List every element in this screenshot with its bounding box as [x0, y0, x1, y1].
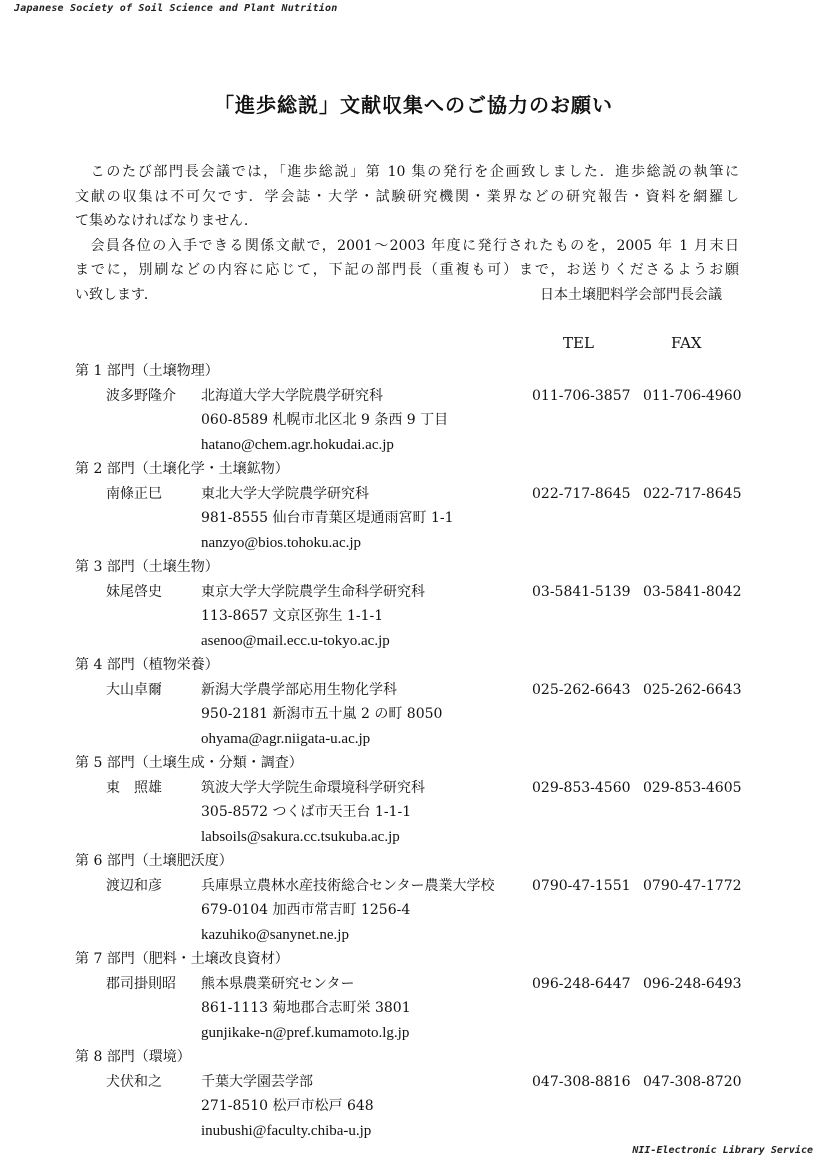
head-name: 犬伏和之	[106, 1073, 162, 1090]
tel-number: 025-262-6643	[532, 681, 631, 698]
department-main-row	[75, 972, 755, 997]
affiliation: 東京大学大学院農学生命科学研究科	[201, 583, 425, 600]
fax-number: 0790-47-1772	[643, 877, 742, 894]
column-headers	[75, 333, 755, 359]
department-entry	[75, 849, 755, 947]
department-main-row	[75, 874, 755, 899]
department-main-row	[75, 1070, 755, 1095]
head-name: 渡辺和彦	[106, 877, 162, 894]
email-row	[75, 727, 755, 752]
department-entry	[75, 555, 755, 653]
postal-address: 861-1113 菊地郡合志町栄 3801	[201, 1000, 411, 1016]
email-address[interactable]: hatano@chem.agr.hokudai.ac.jp	[201, 436, 394, 453]
postal-address: 950-2181 新潟市五十嵐 2 の町 8050	[201, 706, 443, 722]
department-title: 第 3 部門（土壌生物）	[75, 559, 219, 575]
affiliation: 新潟大学農学部応用生物化学科	[201, 681, 397, 698]
postal-address: 113-8657 文京区弥生 1-1-1	[201, 608, 384, 624]
tel-number: 029-853-4560	[532, 779, 631, 796]
postal-address: 271-8510 松戸市松戸 648	[201, 1098, 374, 1114]
tel-number: 0790-47-1551	[532, 877, 631, 894]
head-name: 東 照雄	[106, 779, 162, 796]
intro-line: 会員各位の入手できる関係文献で，2001～2003 年度に発行されたものを，2005 年 1 月末日	[75, 237, 739, 254]
postal-address: 060-8589 札幌市北区北 9 条西 9 丁目	[201, 412, 449, 428]
intro-line: い致します．	[75, 286, 158, 303]
affiliation: 筑波大学大学院生命環境科学研究科	[201, 779, 425, 796]
department-entry	[75, 457, 755, 555]
address-row	[75, 898, 755, 923]
department-list	[75, 333, 755, 1143]
footer-service: NII-Electronic Library Service	[632, 1145, 813, 1156]
affiliation: 北海道大学大学院農学研究科	[201, 387, 383, 404]
intro-line: て集めなければなりません．	[75, 213, 258, 229]
email-address[interactable]: nanzyo@bios.tohoku.ac.jp	[201, 534, 362, 551]
department-main-row	[75, 776, 755, 801]
fax-number: 022-717-8645	[643, 485, 742, 502]
intro-line: までに，別刷などの内容に応じて，下記の部門長（重複も可）まで，お送りくださるようお願	[75, 262, 739, 278]
affiliation: 熊本県農業研究センター	[201, 975, 355, 992]
head-name: 波多野隆介	[106, 387, 176, 404]
email-row	[75, 1021, 755, 1046]
email-address[interactable]: labsoils@sakura.cc.tsukuba.ac.jp	[201, 828, 400, 845]
intro-line: 文献の収集は不可欠です．学会誌・大学・試験研究機関・業界などの研究報告・資料を網羅し	[75, 188, 739, 205]
address-row	[75, 1094, 755, 1119]
head-name: 妹尾啓史	[106, 583, 162, 600]
email-address[interactable]: ohyama@agr.niigata-u.ac.jp	[201, 730, 371, 747]
fax-number: 03-5841-8042	[643, 583, 742, 600]
fax-number: 047-308-8720	[643, 1073, 742, 1090]
department-title: 第 4 部門（植物栄養）	[75, 657, 219, 673]
head-name: 南條正巳	[106, 485, 162, 502]
fax-number: 029-853-4605	[643, 779, 742, 796]
department-main-row	[75, 580, 755, 605]
email-address[interactable]: kazuhiko@sanynet.ne.jp	[201, 926, 349, 943]
address-row	[75, 996, 755, 1021]
affiliation: 兵庫県立農林水産技術総合センター農業大学校	[201, 877, 495, 894]
department-entry	[75, 751, 755, 849]
tel-column-header: TEL	[563, 334, 594, 352]
department-main-row	[75, 482, 755, 507]
address-row	[75, 604, 755, 629]
fax-number: 011-706-4960	[643, 387, 742, 404]
department-entry	[75, 653, 755, 751]
tel-number: 011-706-3857	[532, 387, 631, 404]
address-row	[75, 506, 755, 531]
fax-number: 096-248-6493	[643, 975, 742, 992]
department-title: 第 8 部門（環境）	[75, 1049, 191, 1065]
tel-number: 096-248-6447	[532, 975, 631, 992]
email-row	[75, 629, 755, 654]
department-title: 第 5 部門（土壌生成・分類・調査）	[75, 755, 303, 771]
email-row	[75, 1119, 755, 1144]
email-address[interactable]: gunjikake-n@pref.kumamoto.lg.jp	[201, 1024, 410, 1041]
intro-line: このたび部門長会議では，「進歩総説」第 10 集の発行を企画致しました．進歩総説の執筆に	[75, 164, 739, 180]
department-entry	[75, 947, 755, 1045]
department-main-row	[75, 384, 755, 409]
email-address[interactable]: inubushi@faculty.chiba-u.jp	[201, 1122, 372, 1139]
fax-number: 025-262-6643	[643, 681, 742, 698]
society-header: Japanese Society of Soil Science and Plant Nutrition	[14, 3, 338, 14]
address-row	[75, 702, 755, 727]
tel-number: 03-5841-5139	[532, 583, 631, 600]
head-name: 大山卓爾	[106, 681, 162, 698]
department-title: 第 2 部門（土壌化学・土壌鉱物）	[75, 461, 289, 477]
department-main-row	[75, 678, 755, 703]
fax-column-header: FAX	[671, 334, 702, 352]
page-title: 「進歩総説」文献収集へのご協力のお願い	[214, 93, 613, 117]
affiliation: 千葉大学園芸学部	[201, 1073, 313, 1090]
postal-address: 679-0104 加西市常吉町 1256-4	[201, 902, 411, 918]
email-address[interactable]: asenoo@mail.ecc.u-tokyo.ac.jp	[201, 632, 390, 649]
signature: 日本土壌肥料学会部門長会議	[540, 286, 722, 303]
tel-number: 047-308-8816	[532, 1073, 631, 1090]
intro-paragraph	[75, 160, 739, 307]
affiliation: 東北大学大学院農学研究科	[201, 485, 369, 502]
department-title: 第 7 部門（肥料・土壌改良資材）	[75, 951, 289, 967]
email-row	[75, 531, 755, 556]
department-title: 第 6 部門（土壌肥沃度）	[75, 853, 233, 869]
postal-address: 305-8572 つくば市天王台 1-1-1	[201, 804, 412, 820]
department-title: 第 1 部門（土壌物理）	[75, 363, 219, 379]
postal-address: 981-8555 仙台市青葉区堤通雨宮町 1-1	[201, 510, 454, 526]
head-name: 郡司掛則昭	[106, 975, 176, 992]
address-row	[75, 408, 755, 433]
department-entry	[75, 359, 755, 457]
department-entry	[75, 1045, 755, 1143]
email-row	[75, 923, 755, 948]
tel-number: 022-717-8645	[532, 485, 631, 502]
email-row	[75, 825, 755, 850]
email-row	[75, 433, 755, 458]
address-row	[75, 800, 755, 825]
